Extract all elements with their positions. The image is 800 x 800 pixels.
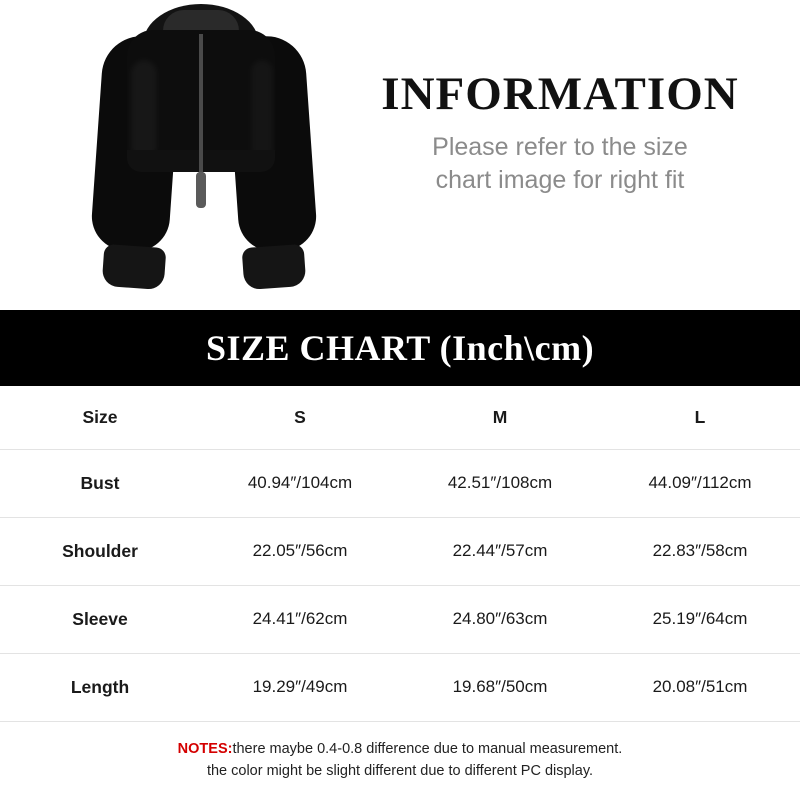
notes-section (0, 722, 800, 783)
product-image (55, 0, 355, 310)
cell-length-s: 19.29″/49cm (200, 653, 400, 721)
table-row (0, 449, 800, 517)
hero-text-block (345, 70, 775, 196)
cell-shoulder-s: 22.05″/56cm (200, 517, 400, 585)
cell-bust-m: 42.51″/108cm (400, 449, 600, 517)
table-row (0, 653, 800, 721)
cell-length-l: 20.08″/51cm (600, 653, 800, 721)
cell-shoulder-l: 22.83″/58cm (600, 517, 800, 585)
table-row (0, 517, 800, 585)
cell-bust-s: 40.94″/104cm (200, 449, 400, 517)
size-chart-banner (0, 310, 800, 386)
information-subtitle-line1: Please refer to the size (432, 133, 688, 162)
table-header-l: L (600, 386, 800, 449)
notes-line-2: the color might be slight different due to different PC display. (206, 762, 594, 779)
table-header-size: Size (0, 386, 200, 449)
row-label-bust: Bust (0, 449, 200, 517)
hoodie-zipper-pull (196, 172, 206, 208)
table-header-s: S (200, 386, 400, 449)
cell-shoulder-m: 22.44″/57cm (400, 517, 600, 585)
table-header-m: M (400, 386, 600, 449)
hoodie-zipper (199, 34, 203, 174)
table-row (0, 585, 800, 653)
cell-sleeve-m: 24.80″/63cm (400, 585, 600, 653)
cell-bust-l: 44.09″/112cm (600, 449, 800, 517)
size-chart-banner-title: SIZE CHART (Inch\cm) (205, 328, 595, 368)
hoodie-highlight-right (251, 60, 273, 160)
hoodie-left-cuff (102, 244, 167, 290)
information-heading: INFORMATION (381, 68, 739, 120)
hoodie-highlight-left (131, 60, 157, 160)
size-chart-table (0, 386, 800, 722)
information-subtitle-line2: chart image for right fit (435, 165, 685, 194)
hero-section (0, 0, 800, 310)
cell-sleeve-l: 25.19″/64cm (600, 585, 800, 653)
notes-line-1 (0, 738, 800, 760)
cell-length-m: 19.68″/50cm (400, 653, 600, 721)
hoodie-illustration (55, 0, 355, 310)
notes-label: NOTES: (177, 740, 233, 757)
information-subtitle (345, 131, 775, 196)
notes-text-1: there maybe 0.4-0.8 difference due to manual measurement. (232, 740, 623, 757)
hoodie-right-cuff (242, 244, 307, 290)
row-label-shoulder: Shoulder (0, 517, 200, 585)
row-label-sleeve: Sleeve (0, 585, 200, 653)
row-label-length: Length (0, 653, 200, 721)
cell-sleeve-s: 24.41″/62cm (200, 585, 400, 653)
table-header-row (0, 386, 800, 449)
